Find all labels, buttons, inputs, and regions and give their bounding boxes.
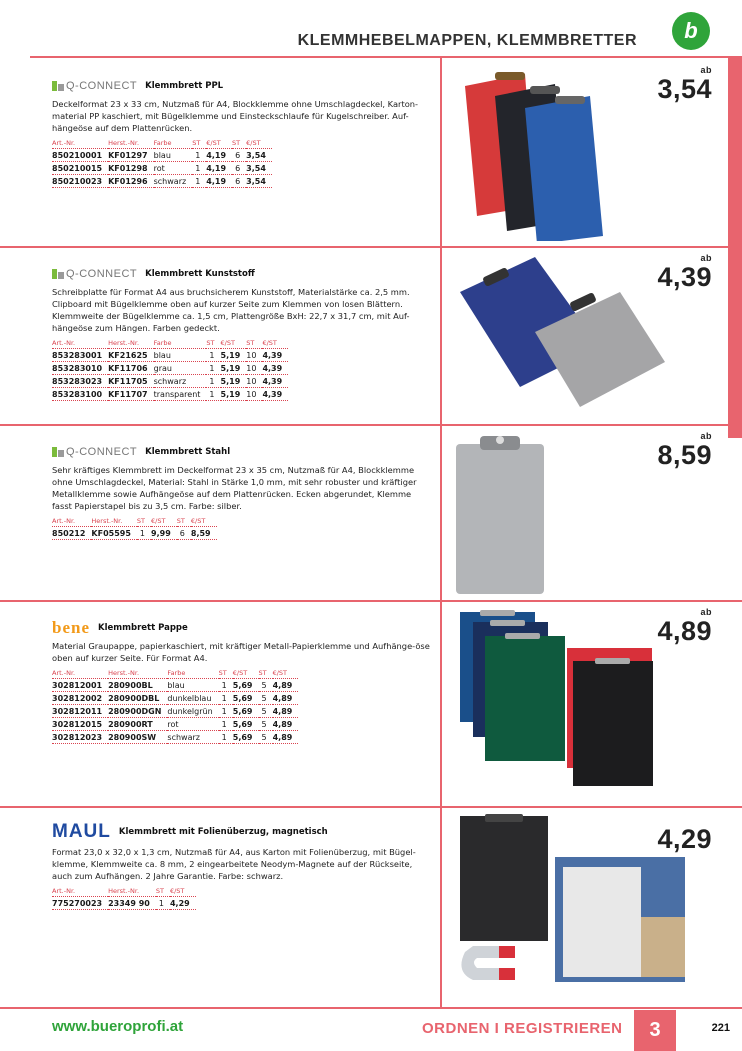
product-description: Sehr kräftiges Klemmbrett im Deckelformat 23 x 35 cm, Nutzmaß für A4, Blockklemme ohne Umschlagdeckel, Material: Stahl in Stärke 1,0 mm, mit sehr robuster und kräftiger Metallklemme sowie Aufhängeöse auf dem Plattenrücken. Ecken abgerundet, Klemme fasst Papierstapel bis zu 3,5 cm. Farbe: silber. bbox=[52, 465, 417, 511]
spec-table: Art.-Nr. Herst.-Nr. ST €/ST ST €/ST 850212 KF05595 1 9,99 6 8,59 bbox=[52, 517, 217, 540]
product-section-stahl bbox=[52, 444, 432, 540]
header-divider bbox=[30, 56, 742, 58]
price-label: ab 8,59 bbox=[657, 431, 712, 470]
section-divider bbox=[0, 1007, 742, 1009]
clipboard-maul-image bbox=[455, 812, 695, 1002]
side-register-tab bbox=[728, 58, 742, 438]
footer-category: ORDNEN I REGISTRIEREN bbox=[422, 1020, 623, 1037]
product-title: Klemmbrett PPL bbox=[145, 81, 224, 91]
product-description: Material Graupappe, papierkaschiert, mit kräftiger Metall-Papierklemme und Aufhänge-öse oben auf kurzer Seite. Für Format A4. bbox=[52, 641, 430, 663]
table-row: 853283001 KF21625 blau 1 5,19 10 4,39 bbox=[52, 349, 288, 362]
product-description: Schreibplatte für Format A4 aus bruchsicherem Kunststoff, Materialstärke ca. 2,5 mm. Clipboard mit Bügelklemme oben auf kurzer Seite zum Klemmen von losen Blättern. Klemmweite der Bügelklemme ca. 1,5 cm, Plattengröße BxH: 22,7 x 31,7 cm, mit Auf-hängeöse zum Hängen. Farben gedeckt. bbox=[52, 287, 410, 333]
maul-logo: MAUL bbox=[52, 821, 111, 842]
table-row: 775270023 23349 90 1 4,29 bbox=[52, 897, 196, 910]
price-label: ab 4,89 bbox=[657, 607, 712, 646]
table-row: 302812001 280900BL blau 1 5,69 5 4,89 bbox=[52, 679, 298, 692]
price-label: ab 4,39 bbox=[657, 253, 712, 292]
section-divider bbox=[0, 246, 742, 248]
clipboard-pappe-image bbox=[455, 606, 660, 796]
product-section-maul bbox=[52, 822, 432, 910]
product-section-pappe bbox=[52, 620, 432, 744]
product-section-ppl bbox=[52, 78, 432, 188]
footer-website-link[interactable]: www.bueroprofi.at bbox=[52, 1018, 184, 1035]
section-divider bbox=[0, 806, 742, 808]
table-row: 850210001 KF01297 blau 1 4,19 6 3,54 bbox=[52, 149, 272, 162]
table-row: 850210015 KF01298 rot 1 4,19 6 3,54 bbox=[52, 162, 272, 175]
footer-section-number: 3 bbox=[634, 1010, 676, 1051]
table-row: 302812015 280900RT rot 1 5,69 5 4,89 bbox=[52, 718, 298, 731]
product-title: Klemmbrett Pappe bbox=[98, 623, 188, 633]
bene-logo: bene bbox=[52, 618, 90, 637]
section-divider bbox=[0, 424, 742, 426]
page-number: 221 bbox=[711, 1022, 730, 1034]
table-row: 853283010 KF11706 grau 1 5,19 10 4,39 bbox=[52, 362, 288, 375]
product-title: Klemmbrett Stahl bbox=[145, 447, 231, 457]
spec-table: Art.-Nr. Herst.-Nr. ST €/ST 775270023 23349 90 1 4,29 bbox=[52, 887, 196, 910]
q-connect-logo: Q-CONNECT bbox=[52, 446, 137, 458]
column-divider bbox=[440, 58, 442, 1008]
product-section-kunststoff bbox=[52, 266, 432, 401]
table-row: 302812023 280900SW schwarz 1 5,69 5 4,89 bbox=[52, 731, 298, 744]
price-label: ab 3,54 bbox=[657, 65, 712, 104]
q-connect-logo: Q-CONNECT bbox=[52, 268, 137, 280]
spec-table: Art.-Nr. Herst.-Nr. Farbe ST €/ST ST €/ST 853283001 KF21625 blau 1 5,19 10 4,39 853283010 KF11706 grau 1 5,19 10 4,39 853283023 KF11705 schwarz 1 5,19 10 4,39 853283100 KF11707 transparent 1 5,19 10 4,39 bbox=[52, 339, 288, 401]
product-title: Klemmbrett mit Folienüberzug, magnetisch bbox=[118, 827, 328, 837]
table-row: 850210023 KF01296 schwarz 1 4,19 6 3,54 bbox=[52, 175, 272, 188]
product-title: Klemmbrett Kunststoff bbox=[145, 269, 255, 279]
table-row: 302812011 280900DGN dunkelgrün 1 5,69 5 4,89 bbox=[52, 705, 298, 718]
q-connect-logo: Q-CONNECT bbox=[52, 80, 137, 92]
clipboard-kunststoff-image bbox=[455, 252, 670, 417]
table-row: 853283023 KF11705 schwarz 1 5,19 10 4,39 bbox=[52, 375, 288, 388]
product-description: Deckelformat 23 x 33 cm, Nutzmaß für A4, Blockklemme ohne Umschlagdeckel, Karton-material PP kaschiert, mit Bügelklemme und Einsteckschlaufe für Kugelschreiber. Auf-hängeöse auf dem Plattenrücken. bbox=[52, 99, 419, 133]
spec-table: Art.-Nr. Herst.-Nr. Farbe ST €/ST ST €/ST 302812001 280900BL blau 1 5,69 5 4,89 302812002 280900DBL dunkelblau 1 5,69 5 4,89 302812011 280900DGN dunkelgrün 1 5,69 5 4,89 302812015 280900RT rot 1 5,69 5 4,89 302812023 280900SW schwarz 1 5,69 5 4,89 bbox=[52, 669, 298, 744]
page-header-title: KLEMMHEBELMAPPEN, KLEMMBRETTER bbox=[297, 32, 637, 49]
clipboard-stahl-image bbox=[450, 432, 550, 597]
table-row: 850212 KF05595 1 9,99 6 8,59 bbox=[52, 527, 217, 540]
product-description: Format 23,0 x 32,0 x 1,3 cm, Nutzmaß für A4, aus Karton mit Folienüberzug, mit Bügel-klemme, Klemmweite ca. 8 mm, 2 eingearbeitete Neodym-Magnete auf der Rückseite, auch zum Aufhängen. 2 Jahre Garantie. Farbe: schwarz. bbox=[52, 847, 416, 881]
clipboard-ppl-image bbox=[455, 66, 615, 241]
spec-table: Art.-Nr. Herst.-Nr. Farbe ST €/ST ST €/ST 850210001 KF01297 blau 1 4,19 6 3,54 850210015 KF01298 rot 1 4,19 6 3,54 850210023 KF01296 schwarz 1 4,19 6 3,54 bbox=[52, 139, 272, 188]
section-divider bbox=[0, 600, 742, 602]
price-label: 4,29 bbox=[657, 824, 712, 854]
table-row: 853283100 KF11707 transparent 1 5,19 10 4,39 bbox=[52, 388, 288, 401]
table-row: 302812002 280900DBL dunkelblau 1 5,69 5 4,89 bbox=[52, 692, 298, 705]
section-badge: b bbox=[672, 12, 710, 50]
